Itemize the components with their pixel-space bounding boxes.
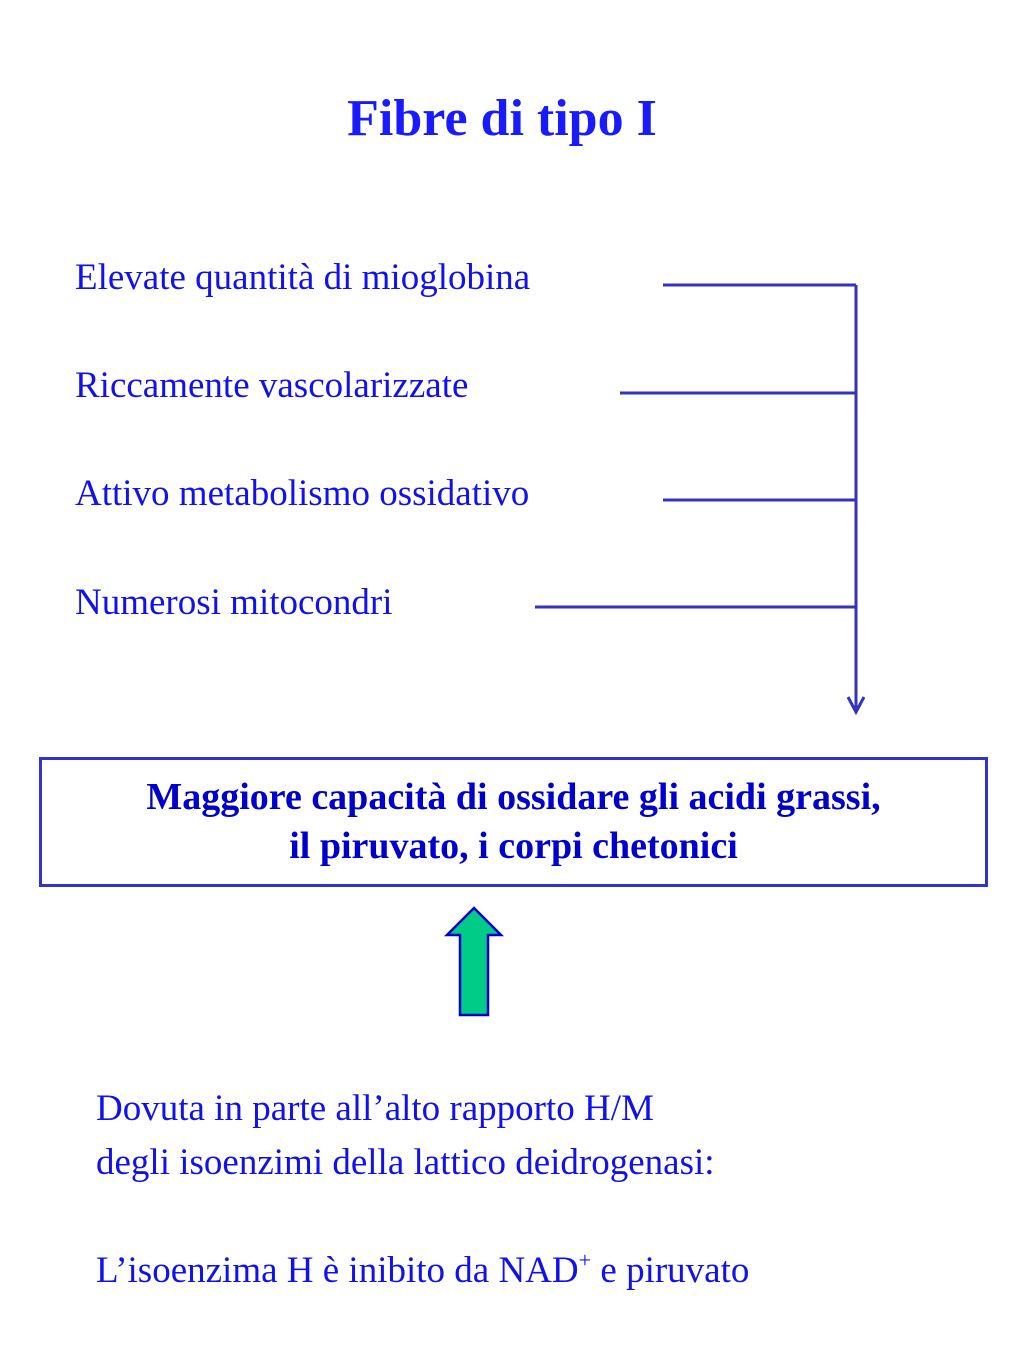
result-line-2: il piruvato, i corpi chetonici bbox=[289, 825, 738, 867]
result-box bbox=[39, 757, 988, 887]
feature-oxidative-metabolism: Attivo metabolismo ossidativo bbox=[75, 473, 530, 514]
note-line-3-suffix: e piruvato bbox=[591, 1250, 750, 1291]
down-arrow-head-icon bbox=[848, 697, 864, 712]
page-title: Fibre di tipo I bbox=[347, 90, 657, 147]
feature-myoglobin: Elevate quantità di mioglobina bbox=[75, 257, 531, 298]
up-arrow-icon bbox=[447, 908, 501, 1015]
feature-mitochondria: Numerosi mitocondri bbox=[75, 582, 393, 623]
note-line-2: degli isoenzimi della lattico deidrogenasi: bbox=[96, 1142, 715, 1183]
feature-vascularized: Riccamente vascolarizzate bbox=[75, 365, 469, 406]
result-line-1: Maggiore capacità di ossidare gli acidi grassi, bbox=[146, 775, 881, 818]
note-line-1: Dovuta in parte all’alto rapporto H/M bbox=[96, 1088, 654, 1129]
note-line-3 bbox=[96, 1249, 749, 1293]
nad-plus-superscript: + bbox=[578, 1247, 592, 1273]
note-line-3-prefix: L’isoenzima H è inibito da NAD bbox=[96, 1250, 579, 1291]
